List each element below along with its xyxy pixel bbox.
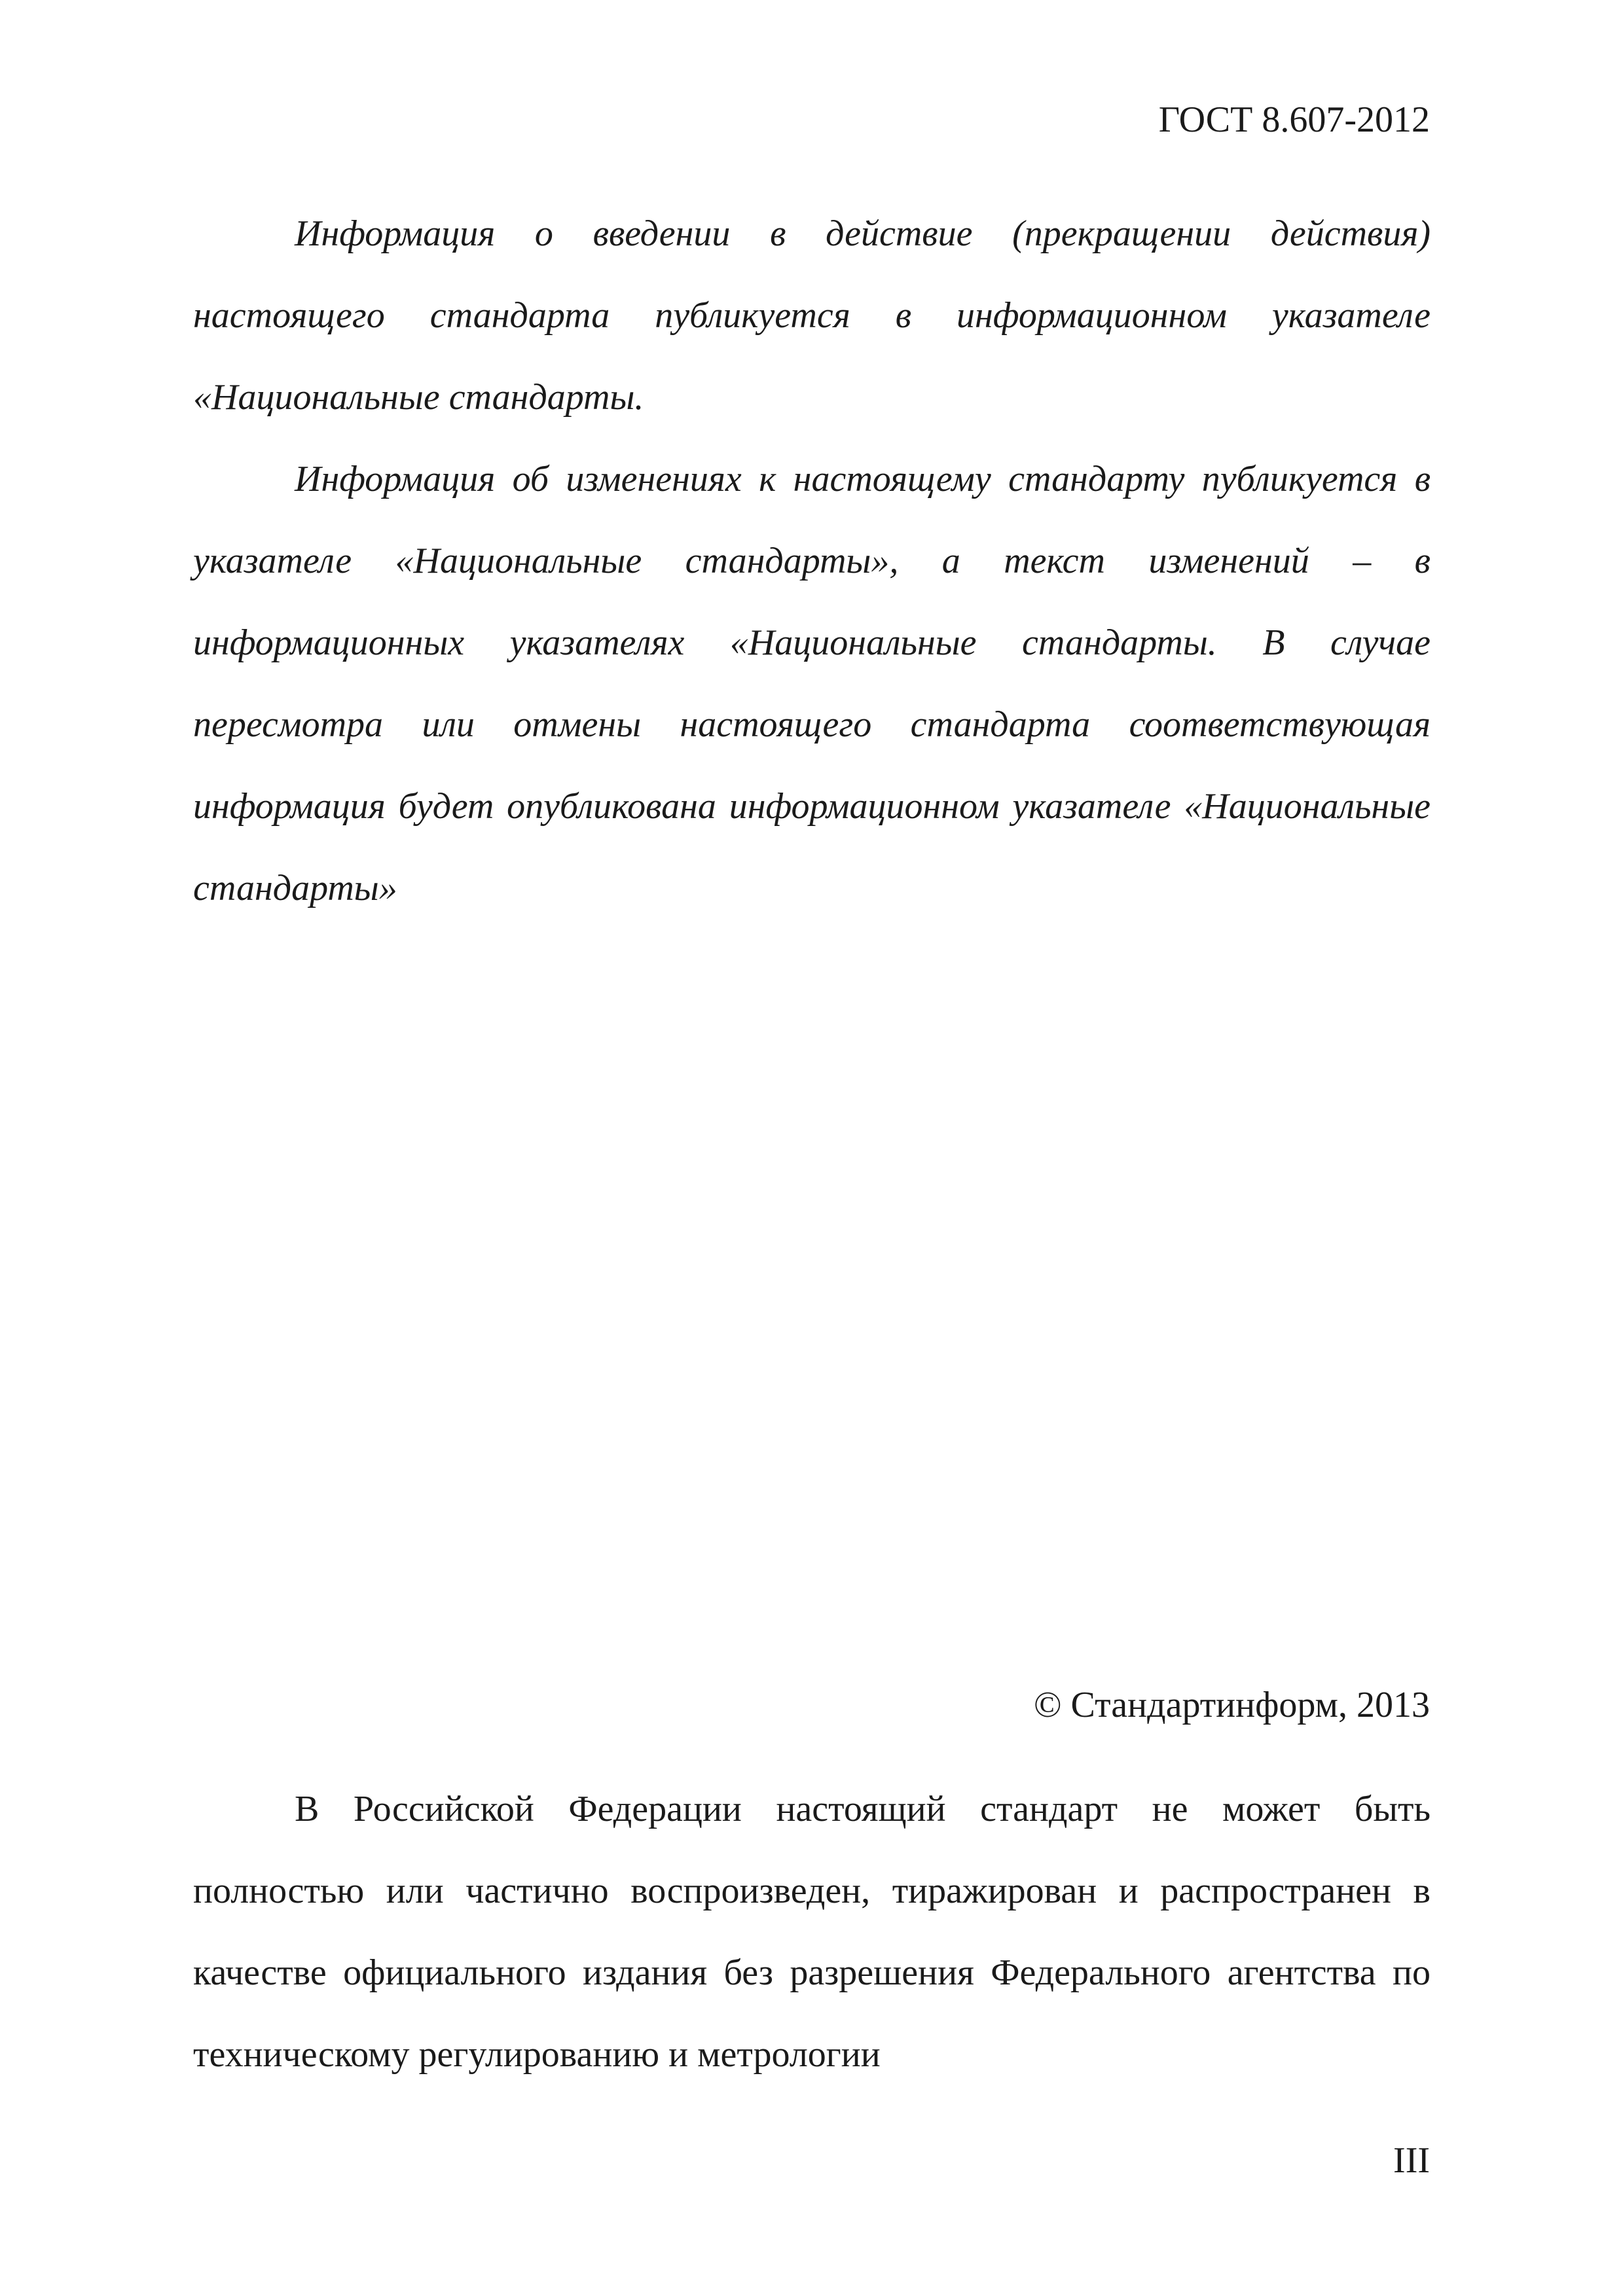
reproduction-rights-paragraph: В Российской Федерации настоящий стандарт не может быть полностью или частично воспроизведен, тиражирован и распространен в качестве официального издания без разрешения Федерального агентства по техническому регулированию и метрологии [193,1789,1431,2075]
publication-info-paragraph-2: Информация об изменениях к настоящему стандарту публикуется в указателе «Национальные стандарты», а текст изменений – в информационных указателях «Национальные стандарты. В случае пересмотра или отмены настоящего стандарта соответствующая информация будет опубликована информационном указателе «Национальные стандарты» [193,459,1431,908]
publication-info-paragraph-1: Информация о введении в действие (прекращении действия) настоящего стандарта публикуется в информационном указателе «Национальные стандарты. [193,213,1431,418]
document-code-header: ГОСТ 8.607-2012 [1158,99,1430,140]
publication-info-section [193,193,1431,929]
page-number: III [1393,2140,1430,2181]
reproduction-rights-section [193,1768,1431,2096]
copyright-notice: © Стандартинформ, 2013 [1033,1685,1430,1725]
